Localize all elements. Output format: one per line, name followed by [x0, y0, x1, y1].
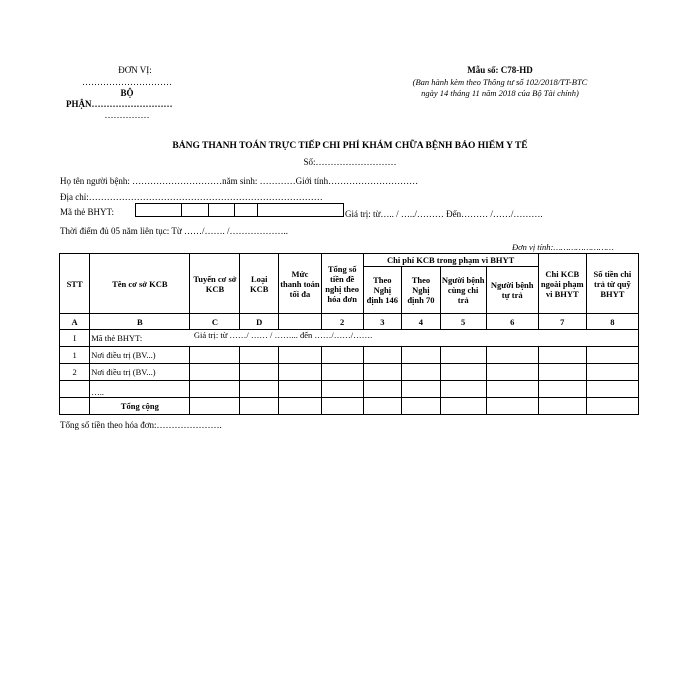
col-header-chi-ngoai-pham-vi: Chi KCB ngoài phạm vi BHYT: [538, 254, 586, 314]
cell[interactable]: [190, 347, 240, 364]
cell[interactable]: [486, 347, 538, 364]
row-hospital: Nơi điều trị (BV...): [90, 347, 190, 364]
row-hospital: Nơi điều trị (BV...): [90, 364, 190, 381]
col-header-cung-chi-tra: Người bệnh cùng chi trả: [440, 267, 486, 314]
index-cell: D: [240, 314, 279, 330]
cell[interactable]: [279, 398, 322, 415]
table-row: [60, 347, 639, 364]
row-dots: …..: [90, 381, 190, 398]
don-vi-label: ĐƠN VỊ:: [118, 65, 152, 75]
table-row: [60, 364, 639, 381]
five-year-line: Thời điểm đủ 05 năm liên tục: Từ ……/……. /………………..: [60, 226, 288, 236]
index-cell: 5: [440, 314, 486, 330]
card-code-box-4[interactable]: [234, 203, 258, 217]
col-header-so-tien-chi-tra: Số tiền chi trả từ quỹ BHYT: [586, 254, 638, 314]
don-vi-dots: …………………………: [82, 77, 172, 87]
row-card-label: Mã thẻ BHYT:: [90, 330, 190, 347]
cell[interactable]: [486, 364, 538, 381]
address-line: Địa chỉ:……………………………………………………………………: [60, 192, 323, 202]
card-code-box-3[interactable]: [208, 203, 235, 217]
col-header-theo-nd-70: Theo Nghị định 70: [402, 267, 441, 314]
cell[interactable]: [279, 381, 322, 398]
card-code-box-1[interactable]: [135, 203, 182, 217]
cell[interactable]: [538, 381, 586, 398]
col-header-stt: STT: [60, 254, 90, 314]
row-stt: 2: [60, 364, 90, 381]
cell[interactable]: [486, 381, 538, 398]
cell[interactable]: [190, 381, 240, 398]
cell[interactable]: [402, 347, 441, 364]
cell[interactable]: [440, 347, 486, 364]
col-header-ten-co-so: Tên cơ sở KCB: [90, 254, 190, 314]
row-stt: I: [60, 330, 90, 347]
footer-total-line: Tổng số tiền theo hóa đơn:………………….: [60, 420, 222, 430]
phan-label: PHẬN………………………: [66, 99, 173, 109]
index-cell: 8: [586, 314, 638, 330]
cell[interactable]: [240, 364, 279, 381]
card-number-label: Mã thẻ BHYT:: [60, 207, 115, 217]
bo-label: BỘ: [120, 88, 134, 98]
row-card-validity: [190, 330, 639, 347]
ban-hanh-line-1: (Ban hành kèm theo Thông tư số 102/2018/TT-BTC: [412, 77, 588, 87]
unit-line: Đơn vị tính:……………………: [512, 242, 614, 252]
cell[interactable]: [440, 398, 486, 415]
cell[interactable]: [363, 364, 402, 381]
ban-hanh-line-2: ngày 14 tháng 11 năm 2018 của Bộ Tài chính): [421, 88, 579, 98]
row-card-validity-text: Giá trị: từ ……/ …… / ……... đến ……/……/…….: [193, 330, 373, 340]
total-row: [60, 398, 639, 415]
payment-table: [59, 253, 639, 415]
cell[interactable]: [440, 364, 486, 381]
patient-info-line: Họ tên người bệnh: …………………………năm sinh: …………Giới tính…………………………: [60, 176, 419, 186]
cell[interactable]: [586, 381, 638, 398]
index-cell: 4: [402, 314, 441, 330]
validity-line: Giá trị: từ….. / …../……… Đến……… /……/……….: [345, 209, 543, 219]
cell[interactable]: [321, 347, 363, 364]
cell[interactable]: [363, 347, 402, 364]
cell[interactable]: [363, 398, 402, 415]
cell[interactable]: [279, 364, 322, 381]
index-cell: 7: [538, 314, 586, 330]
cell[interactable]: [538, 398, 586, 415]
cell[interactable]: [190, 364, 240, 381]
col-header-muc-thanh-toan: Mức thanh toán tối đa: [279, 254, 322, 314]
so-field: Số:………………………: [303, 157, 397, 167]
cell[interactable]: [240, 381, 279, 398]
table-row: [60, 330, 639, 347]
card-code-box-5[interactable]: [257, 203, 344, 217]
col-header-tong-so-tien: Tổng số tiền đề nghị theo hóa đơn: [321, 254, 363, 314]
mau-so: Mẫu số: C78-HD: [467, 65, 533, 75]
cell[interactable]: [402, 398, 441, 415]
cell[interactable]: [586, 364, 638, 381]
row-stt: 1: [60, 347, 90, 364]
cell[interactable]: [538, 364, 586, 381]
card-code-box-2[interactable]: [181, 203, 209, 217]
row-stt: [60, 381, 90, 398]
cell[interactable]: [402, 364, 441, 381]
row-stt: [60, 398, 90, 415]
cell[interactable]: [321, 364, 363, 381]
cell[interactable]: [538, 347, 586, 364]
index-cell: 2: [321, 314, 363, 330]
col-header-tuyen: Tuyến cơ sở KCB: [190, 254, 240, 314]
page-title: BẢNG THANH TOÁN TRỰC TIẾP CHI PHÍ KHÁM CHỮA BỆNH BẢO HIỂM Y TẾ: [172, 141, 528, 151]
cell[interactable]: [440, 381, 486, 398]
col-header-tu-tra: Người bệnh tự trả: [486, 267, 538, 314]
cell[interactable]: [586, 398, 638, 415]
cell[interactable]: [279, 347, 322, 364]
table-row: [60, 381, 639, 398]
cell[interactable]: [402, 381, 441, 398]
col-header-theo-nd-146: Theo Nghị định 146: [363, 267, 402, 314]
cell[interactable]: [240, 347, 279, 364]
cell[interactable]: [586, 347, 638, 364]
index-cell: B: [90, 314, 190, 330]
phan-dots: ……………: [104, 110, 150, 120]
index-cell: C: [190, 314, 240, 330]
cell[interactable]: [321, 381, 363, 398]
col-header-loai: Loại KCB: [240, 254, 279, 314]
index-cell: 6: [486, 314, 538, 330]
index-cell: A: [60, 314, 90, 330]
cell[interactable]: [486, 398, 538, 415]
index-cell: [279, 314, 322, 330]
cell[interactable]: [321, 398, 363, 415]
index-row: [60, 314, 639, 330]
cell[interactable]: [363, 381, 402, 398]
col-header-chi-phi-trong-pham-vi: Chi phí KCB trong phạm vi BHYT: [363, 254, 538, 267]
cell[interactable]: [190, 398, 240, 415]
index-cell: 3: [363, 314, 402, 330]
total-label: Tổng cộng: [90, 398, 190, 415]
cell[interactable]: [240, 398, 279, 415]
